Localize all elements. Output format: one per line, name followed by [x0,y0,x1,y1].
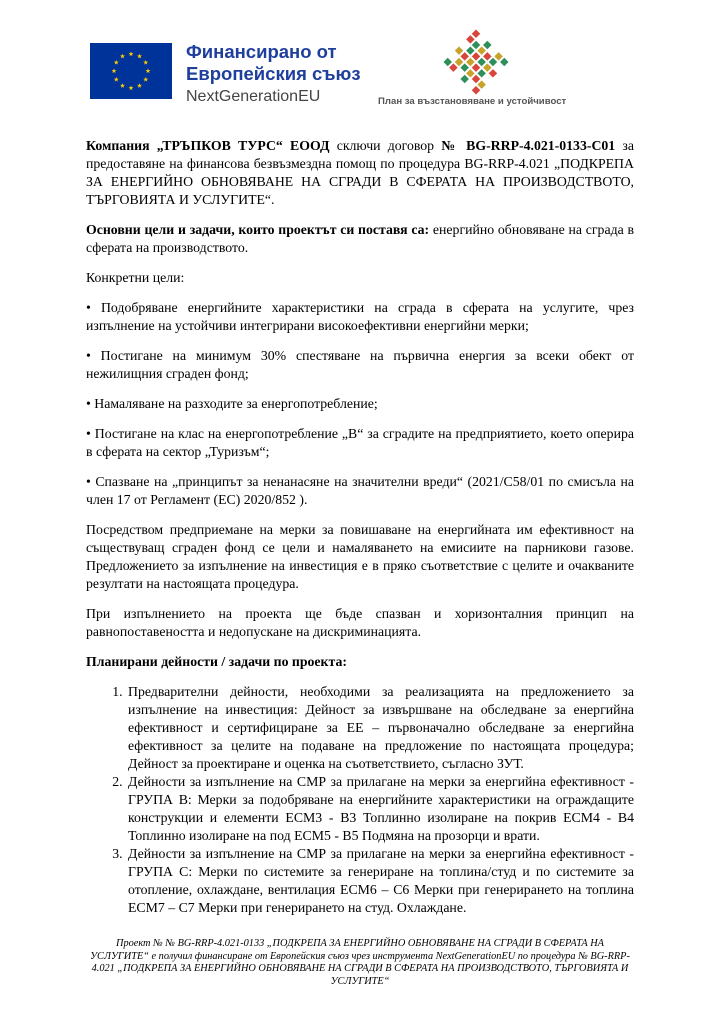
eu-line-1: Финансирано от [186,41,337,62]
eu-funding-label [186,41,361,108]
goals-paragraph [86,221,634,257]
intro-paragraph [86,137,634,209]
eu-line-2: Европейския съюз [186,63,361,84]
bullet-item: • Намаляване на разходите за енергопотребление; [86,396,378,411]
intro-text-1: сключи договор [329,138,442,153]
eu-flag-icon [90,43,172,99]
activity-item: 1. Предварителни дейности, необходими за реализацията на предложението за изпълнение на инвестиция: Дейност за извършване на обследване за енергийна ефективност и сертифициране за ЕЕ – първоначално обследване за енергийна ефективност за целите на подаване на предложение по настоящата процедура; Дейност за проектиране и оценка на съответствието, съгласно ЗУТ. [126,683,634,773]
eu-line-3: NextGenerationEU [186,88,321,105]
bullet-item: • Постигане на минимум 30% спестяване на първична енергия за всеки обект от нежилищния сграден фонд; [86,348,634,381]
company-name: Компания „ТРЪПКОВ ТУРС“ ЕООД [86,138,330,153]
footer-note: Проект № № BG-RRP-4.021-0133 „ПОДКРЕПА ЗА ЕНЕРГИЙНО ОБНОВЯВАНЕ НА СГРАДИ В СФЕРАТА НА УСЛУГИТЕ“ е получил финансиране от Европейския съюз чрез инструмента NextGenerationEU по процедура № BG-RRP-4.021 „ПОДКРЕПА ЗА ЕНЕРГИЙНО ОБНОВЯВАНЕ НА СГРАДИ В СФЕРАТА НА ПРОИЗВОДСТВОТО, ТЪРГОВИЯТА И УСЛУГИТЕ“ [90,938,630,987]
principle-paragraph: При изпълнението на проекта ще бъде спазван и хоризонталния принцип на равнопоставеността и недопускане на дискриминацията. [86,606,634,639]
activity-item: 2. Дейности за изпълнение на СМР за прилагане на мерки за енергийна ефективност - ГРУПА B: Мерки за подобряване на енергийните характеристики на ограждащите конструкции и елементи ECM3 - B3 Топлинно изолиране на покрив ECM4 - B4 Топлинно изолиране на под ECM5 - B5 Подмяна на прозорци и врати. [126,773,634,845]
bullet-item: • Подобряване енергийните характеристики на сграда в сферата на услугите, чрез изпълнение на устойчиви интегрирани високоефективни енергийни мерки; [86,300,634,333]
specific-goals-heading: Конкретни цели: [86,270,185,285]
document-body [86,137,634,917]
goals-label: Основни цели и задачи, които проектът си поставя са: [86,222,430,237]
goals-text: енергийно обновяване на сграда в сферата на производството. [86,222,635,255]
contract-number: № BG-RRP-4.021-0133-C01 [441,138,616,153]
bullet-item: • Спазване на „принципът за ненанасяне на значителни вреди“ (2021/C58/01 по смисъла на член 17 от Регламент (ЕС) 2020/852 ). [86,474,634,507]
activities-heading: Планирани дейности / задачи по проекта: [86,654,347,669]
bullet-item: • Постигане на клас на енергопотребление „В“ за сградите на предприятието, което оперира в сферата на сектор „Туризъм“; [86,426,634,459]
activities-list [86,683,634,917]
measures-paragraph: Посредством предприемане на мерки за повишаване на енергийната им ефективност на съществуващ сграден фонд се цели и намаляването на емисиите на парникови газове. Предложението за изпълнение на инвестиция е в пряко съответствие с целите и очакваните резултати на настоящата процедура. [86,522,634,591]
recovery-plan-caption: План за възстановяване и устойчивост [378,96,567,107]
intro-text-2: за предоставяне на финансова безвъзмездна помощ по процедура BG-RRP-4.021 „ПОДКРЕПА ЗА ЕНЕРГИЙНО ОБНОВЯВАНЕ НА СГРАДИ В СФЕРАТА НА ПРОИЗВОДСТВОТО, ТЪРГОВИЯТА И УСЛУГИТЕ“. [86,138,634,207]
activity-item: 3. Дейности за изпълнение на СМР за прилагане на мерки за енергийна ефективност - ГРУПА C: Мерки по системите за генериране на топлина/студ и по системите за отопление, охлаждане, вентилация ECM6 – C6 Мерки при генерирането на топлина ECM7 – C7 Мерки при генерирането на студ. Охлаждане. [126,845,634,917]
recovery-plan-logo-icon [433,22,519,98]
